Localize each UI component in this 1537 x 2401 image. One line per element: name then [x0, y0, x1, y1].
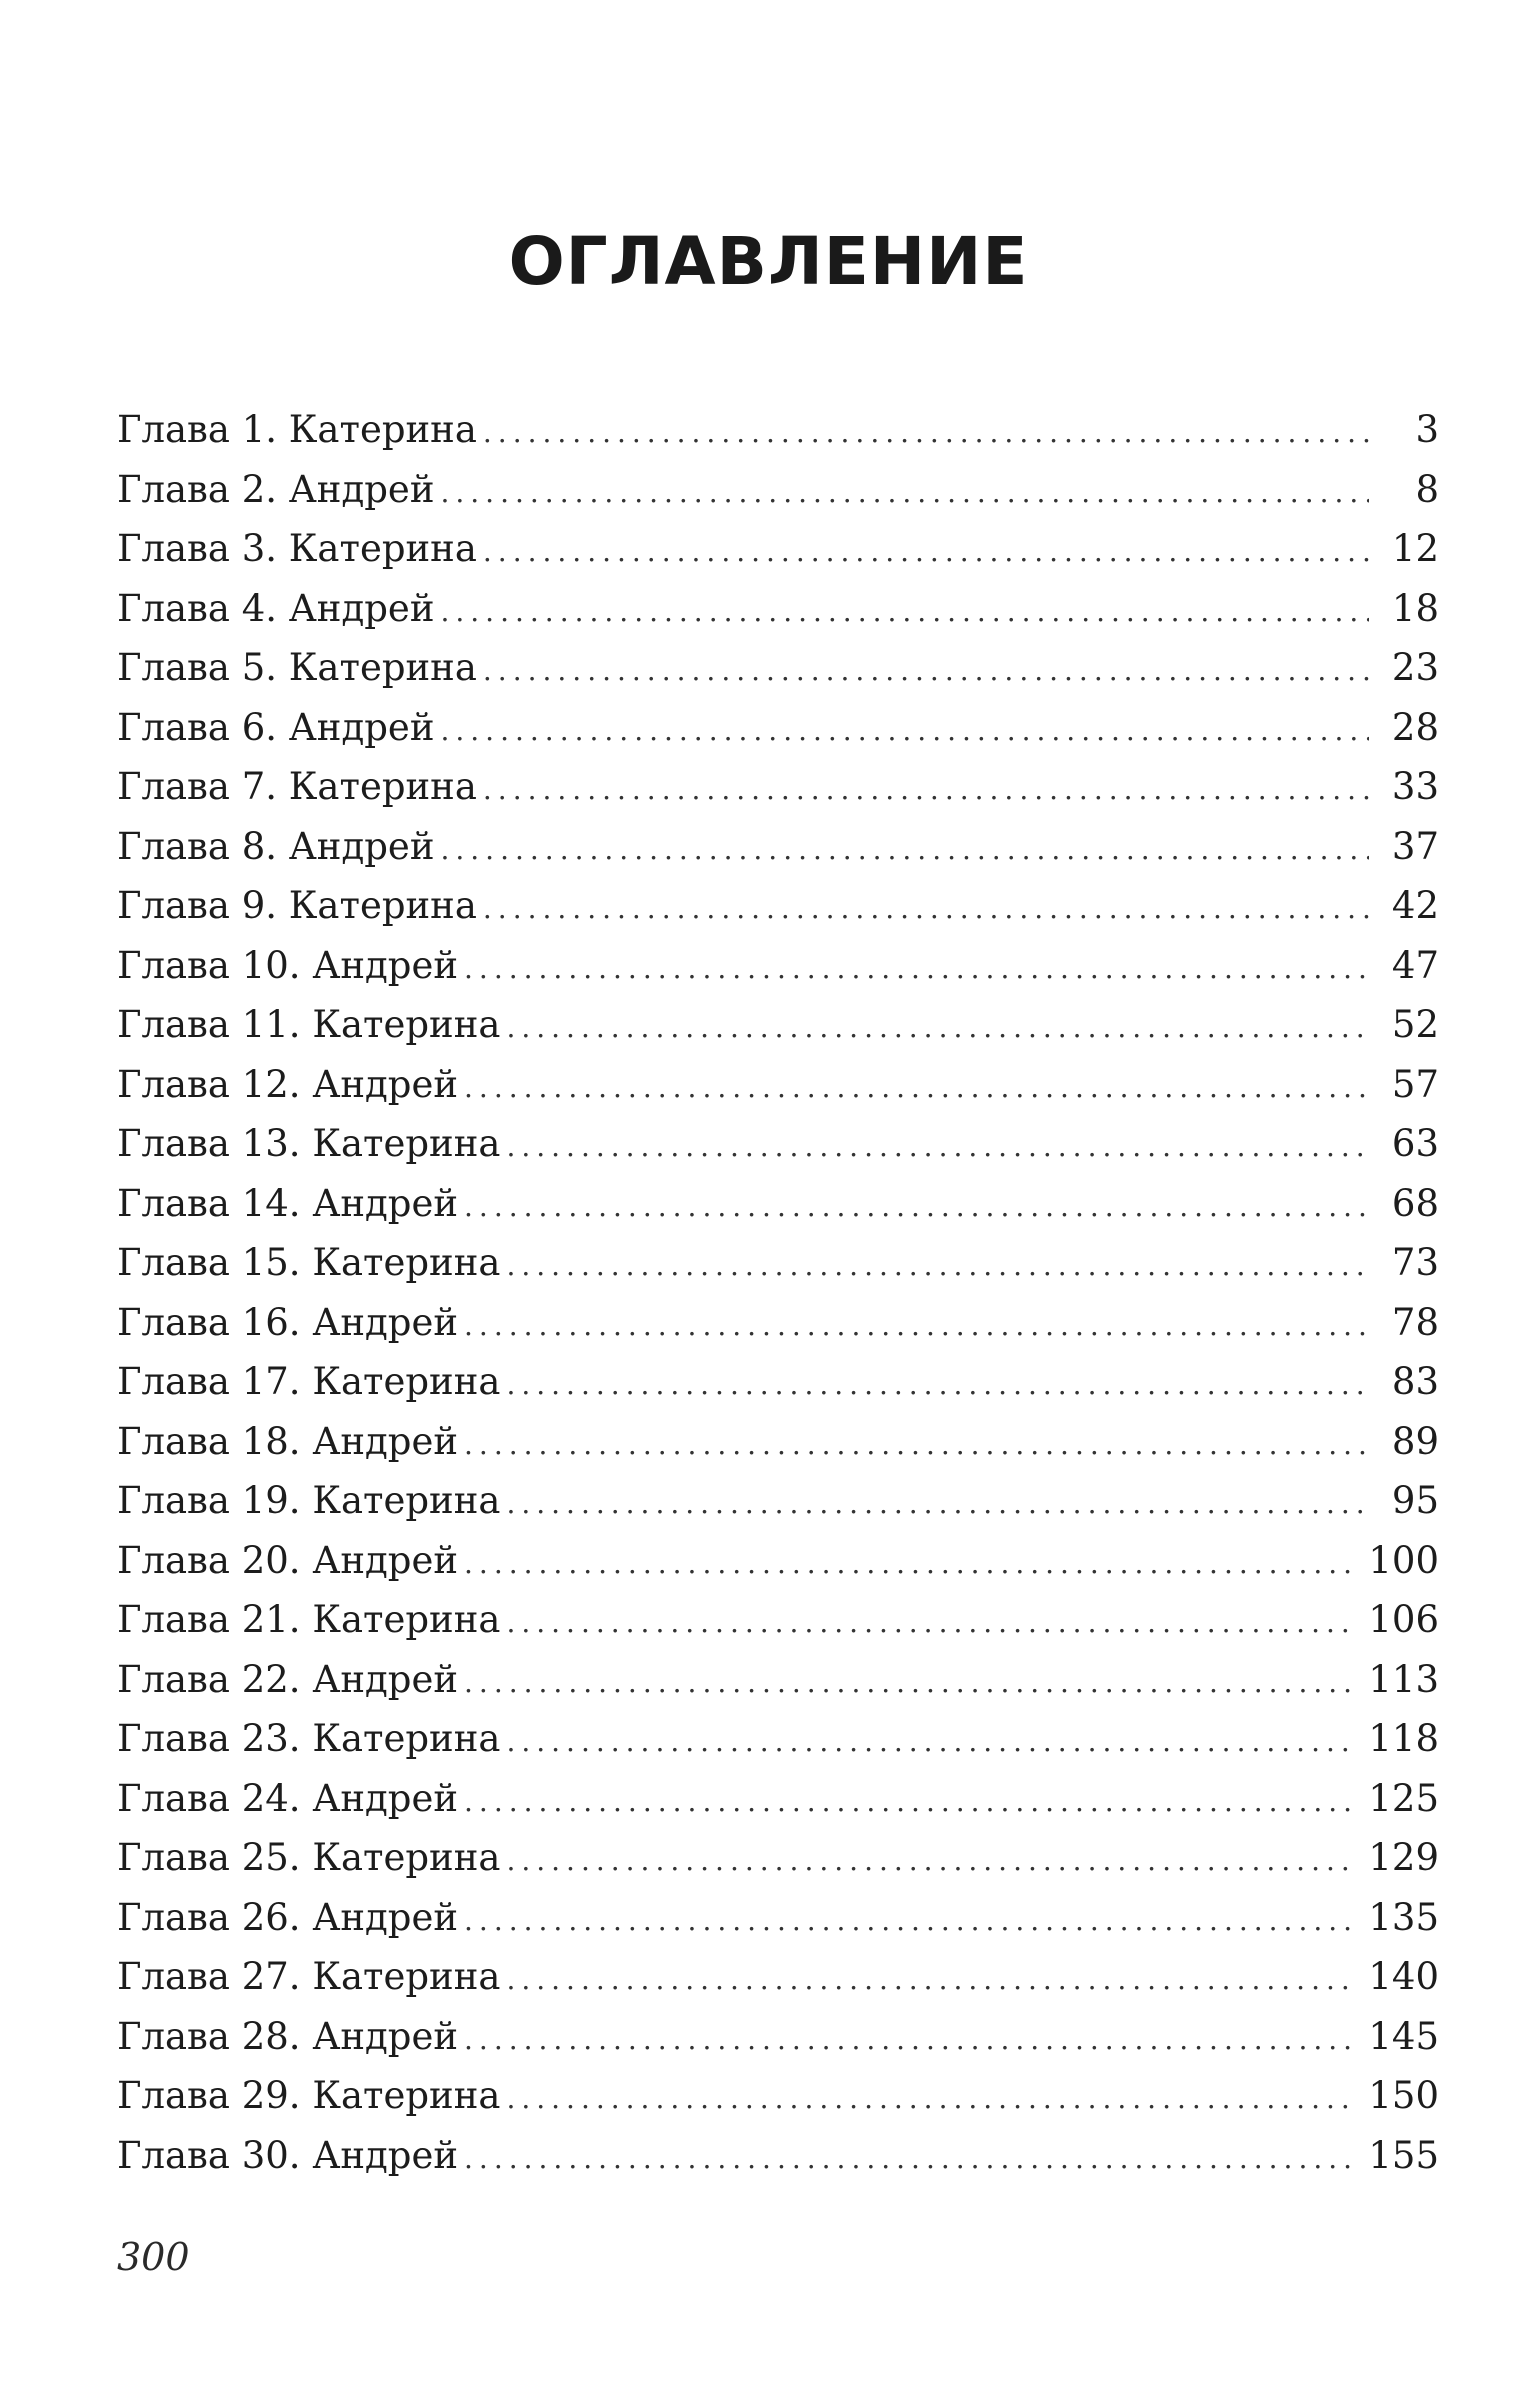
toc-entry-title: Глава 14. Андрей	[117, 1181, 459, 1225]
toc-entry-title: Глава 13. Катерина	[117, 1122, 501, 1165]
toc-entry-title: Глава 17. Катерина	[117, 1360, 501, 1403]
toc-entry-page: 106	[1368, 1598, 1439, 1641]
toc-entry	[117, 638, 1439, 698]
toc-entry-title: Глава 16. Андрей	[117, 1300, 459, 1344]
toc-entry-title: Глава 10. Андрей	[117, 943, 459, 987]
toc-leader-dots	[464, 2129, 1358, 2189]
toc-entry	[117, 757, 1439, 817]
toc-entry	[117, 1233, 1439, 1293]
toc-entry-title: Глава 8. Андрей	[117, 824, 435, 868]
toc-entry-page: 100	[1368, 1538, 1439, 1582]
toc-leader-dots	[464, 1534, 1358, 1594]
toc-leader-dots	[483, 641, 1369, 701]
toc-entry-title: Глава 25. Катерина	[117, 1836, 501, 1879]
toc-leader-dots	[464, 1772, 1358, 1832]
toc-entry	[117, 1352, 1439, 1412]
toc-leader-dots	[506, 1593, 1358, 1653]
toc-leader-dots	[506, 1236, 1369, 1296]
toc-leader-dots	[464, 1415, 1369, 1475]
table-of-contents	[117, 400, 1439, 2185]
toc-leader-dots	[506, 1355, 1369, 1415]
toc-entry-title: Глава 5. Катерина	[117, 646, 477, 689]
toc-entry-page: 23	[1391, 646, 1439, 689]
toc-entry-page: 47	[1391, 943, 1439, 987]
toc-entry-title: Глава 2. Андрей	[117, 467, 435, 511]
toc-entry-page: 145	[1368, 2014, 1439, 2058]
toc-leader-dots	[440, 463, 1369, 523]
toc-entry-page: 135	[1368, 1895, 1439, 1939]
toc-leader-dots	[506, 1950, 1358, 2010]
toc-entry	[117, 876, 1439, 936]
toc-entry	[117, 1947, 1439, 2007]
toc-entry	[117, 2066, 1439, 2126]
toc-entry	[117, 1828, 1439, 1888]
toc-entry-title: Глава 30. Андрей	[117, 2133, 459, 2177]
toc-leader-dots	[506, 1474, 1369, 1534]
toc-entry-page: 129	[1368, 1836, 1439, 1879]
toc-entry-page: 37	[1391, 824, 1439, 868]
toc-leader-dots	[464, 2010, 1358, 2070]
toc-leader-dots	[464, 939, 1369, 999]
toc-entry-title: Глава 15. Катерина	[117, 1241, 501, 1284]
toc-entry-title: Глава 6. Андрей	[117, 705, 435, 749]
toc-entry-title: Глава 27. Катерина	[117, 1955, 501, 1998]
toc-entry-title: Глава 18. Андрей	[117, 1419, 459, 1463]
toc-leader-dots	[506, 1117, 1369, 1177]
toc-entry-title: Глава 29. Катерина	[117, 2074, 501, 2117]
toc-entry	[117, 1055, 1439, 1115]
toc-leader-dots	[506, 1831, 1358, 1891]
toc-entry-page: 28	[1391, 705, 1439, 749]
toc-entry	[117, 2126, 1439, 2186]
toc-entry	[117, 1888, 1439, 1948]
toc-entry-page: 125	[1368, 1776, 1439, 1820]
toc-entry-page: 8	[1415, 467, 1439, 511]
toc-entry-title: Глава 19. Катерина	[117, 1479, 501, 1522]
toc-entry-title: Глава 28. Андрей	[117, 2014, 459, 2058]
toc-entry-page: 113	[1368, 1657, 1439, 1701]
toc-entry	[117, 1531, 1439, 1591]
toc-leader-dots	[440, 582, 1369, 642]
toc-entry	[117, 400, 1439, 460]
toc-entry	[117, 2007, 1439, 2067]
toc-entry-title: Глава 9. Катерина	[117, 884, 477, 927]
toc-entry	[117, 1412, 1439, 1472]
toc-entry-title: Глава 1. Катерина	[117, 408, 477, 451]
toc-entry-page: 140	[1368, 1955, 1439, 1998]
toc-leader-dots	[483, 403, 1369, 463]
toc-entry-page: 33	[1391, 765, 1439, 808]
toc-leader-dots	[483, 522, 1369, 582]
toc-entry	[117, 936, 1439, 996]
toc-entry	[117, 995, 1439, 1055]
toc-entry	[117, 519, 1439, 579]
toc-entry-title: Глава 12. Андрей	[117, 1062, 459, 1106]
toc-entry-page: 18	[1391, 586, 1439, 630]
toc-leader-dots	[506, 998, 1369, 1058]
toc-entry	[117, 1114, 1439, 1174]
page-number: 300	[117, 2235, 190, 2279]
toc-leader-dots	[464, 1891, 1358, 1951]
toc-leader-dots	[506, 1712, 1358, 1772]
toc-entry-page: 52	[1391, 1003, 1439, 1046]
toc-leader-dots	[483, 879, 1369, 939]
toc-entry-page: 155	[1368, 2133, 1439, 2177]
toc-entry-page: 89	[1391, 1419, 1439, 1463]
toc-entry	[117, 1650, 1439, 1710]
toc-entry-page: 63	[1391, 1122, 1439, 1165]
toc-entry-title: Глава 11. Катерина	[117, 1003, 501, 1046]
toc-entry	[117, 1709, 1439, 1769]
toc-entry-page: 95	[1391, 1479, 1439, 1522]
page-title: ОГЛАВЛЕНИЕ	[508, 223, 1029, 300]
toc-entry-page: 12	[1391, 527, 1439, 570]
toc-leader-dots	[464, 1177, 1369, 1237]
toc-entry	[117, 1769, 1439, 1829]
toc-entry-page: 68	[1391, 1181, 1439, 1225]
toc-entry-title: Глава 24. Андрей	[117, 1776, 459, 1820]
toc-leader-dots	[464, 1058, 1369, 1118]
toc-entry-page: 42	[1391, 884, 1439, 927]
toc-entry-title: Глава 7. Катерина	[117, 765, 477, 808]
toc-entry-title: Глава 20. Андрей	[117, 1538, 459, 1582]
toc-entry-title: Глава 21. Катерина	[117, 1598, 501, 1641]
toc-entry	[117, 1174, 1439, 1234]
toc-entry	[117, 817, 1439, 877]
toc-leader-dots	[440, 701, 1369, 761]
toc-entry	[117, 460, 1439, 520]
toc-entry-title: Глава 22. Андрей	[117, 1657, 459, 1701]
toc-entry-page: 3	[1415, 408, 1439, 451]
toc-leader-dots	[483, 760, 1369, 820]
toc-entry	[117, 579, 1439, 639]
toc-entry	[117, 698, 1439, 758]
toc-entry-page: 83	[1391, 1360, 1439, 1403]
toc-entry	[117, 1293, 1439, 1353]
toc-entry-page: 57	[1391, 1062, 1439, 1106]
toc-entry-title: Глава 4. Андрей	[117, 586, 435, 630]
toc-entry-page: 150	[1368, 2074, 1439, 2117]
toc-leader-dots	[506, 2069, 1358, 2129]
toc-leader-dots	[464, 1653, 1358, 1713]
toc-entry-title: Глава 23. Катерина	[117, 1717, 501, 1760]
toc-leader-dots	[440, 820, 1369, 880]
toc-entry-page: 78	[1391, 1300, 1439, 1344]
toc-entry	[117, 1471, 1439, 1531]
toc-entry-page: 118	[1368, 1717, 1439, 1760]
toc-entry-title: Глава 26. Андрей	[117, 1895, 459, 1939]
toc-leader-dots	[464, 1296, 1369, 1356]
toc-entry-page: 73	[1391, 1241, 1439, 1284]
toc-entry-title: Глава 3. Катерина	[117, 527, 477, 570]
toc-entry	[117, 1590, 1439, 1650]
